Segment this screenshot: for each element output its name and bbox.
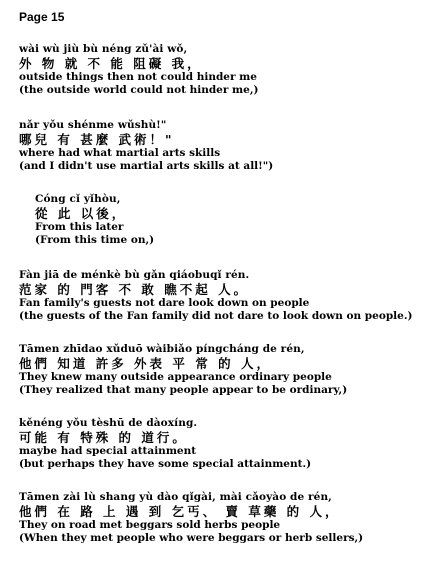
chinese-line: 哪兒 有 甚麼 武術！" (19, 132, 175, 147)
sentence-block-3 (19, 192, 154, 247)
translation-line: (the outside world could not hinder me,) (19, 84, 259, 96)
gloss-line: where had what martial arts skills (19, 147, 221, 159)
sentence-block-7 (19, 490, 363, 545)
pinyin-line: Cóng cǐ yǐhòu, (35, 193, 121, 205)
chinese-line: 從 此 以後， (35, 206, 128, 221)
gloss-line: They on road met beggars sold herbs people (19, 519, 281, 531)
translation-line: (but perhaps they have some special attainment.) (19, 458, 312, 470)
pinyin-line: Fàn jiā de ménkè bù gǎn qiáobuqǐ rén. (19, 269, 250, 281)
pinyin-line: Tāmen zài lù shang yù dào qǐgài, mài cǎoyào de rén, (19, 491, 332, 503)
sentence-block-2 (19, 118, 273, 173)
sentence-block-1 (19, 42, 258, 97)
pinyin-line: nǎr yǒu shénme wǔshù!" (19, 119, 167, 131)
gloss-line: From this later (35, 221, 124, 233)
translation-line: (and I didn't use martial arts skills at all!") (19, 160, 274, 172)
chinese-line: 他們 知道 許多 外表 平 常 的 人， (19, 356, 272, 371)
translation-line: (From this time on,) (35, 234, 155, 246)
chinese-line: 外 物 就 不 能 阻礙 我， (19, 56, 203, 71)
page-number: Page 15 (19, 10, 65, 24)
gloss-line: They knew many outside appearance ordinary people (19, 371, 332, 383)
pinyin-line: wài wù jiù bù néng zǔ'ài wǒ, (19, 43, 188, 55)
chinese-line: 范家 的 門客 不 敢 瞧不起 人。 (19, 282, 250, 297)
sentence-block-5 (19, 342, 347, 397)
sentence-block-6 (19, 416, 311, 471)
gloss-line: Fan family's guests not dare look down on people (19, 297, 310, 309)
chinese-line: 可能 有 特殊 的 道行。 (19, 430, 188, 445)
pinyin-line: Tāmen zhīdao xǔduō wàibiǎo píngcháng de rén, (19, 343, 305, 355)
gloss-line: outside things then not could hinder me (19, 71, 257, 83)
translation-line: (the guests of the Fan family did not dare to look down on people.) (19, 310, 413, 322)
pinyin-line: kěnéng yǒu tèshū de dàoxíng. (19, 417, 198, 429)
translation-line: (When they met people who were beggars or herb sellers,) (19, 532, 364, 544)
sentence-block-4 (19, 268, 412, 323)
translation-line: (They realized that many people appear to be ordinary,) (19, 384, 348, 396)
chinese-line: 他們 在 路 上 遇 到 乞丐、 賣 草藥 的 人， (19, 504, 341, 519)
gloss-line: maybe had special attainment (19, 445, 197, 457)
